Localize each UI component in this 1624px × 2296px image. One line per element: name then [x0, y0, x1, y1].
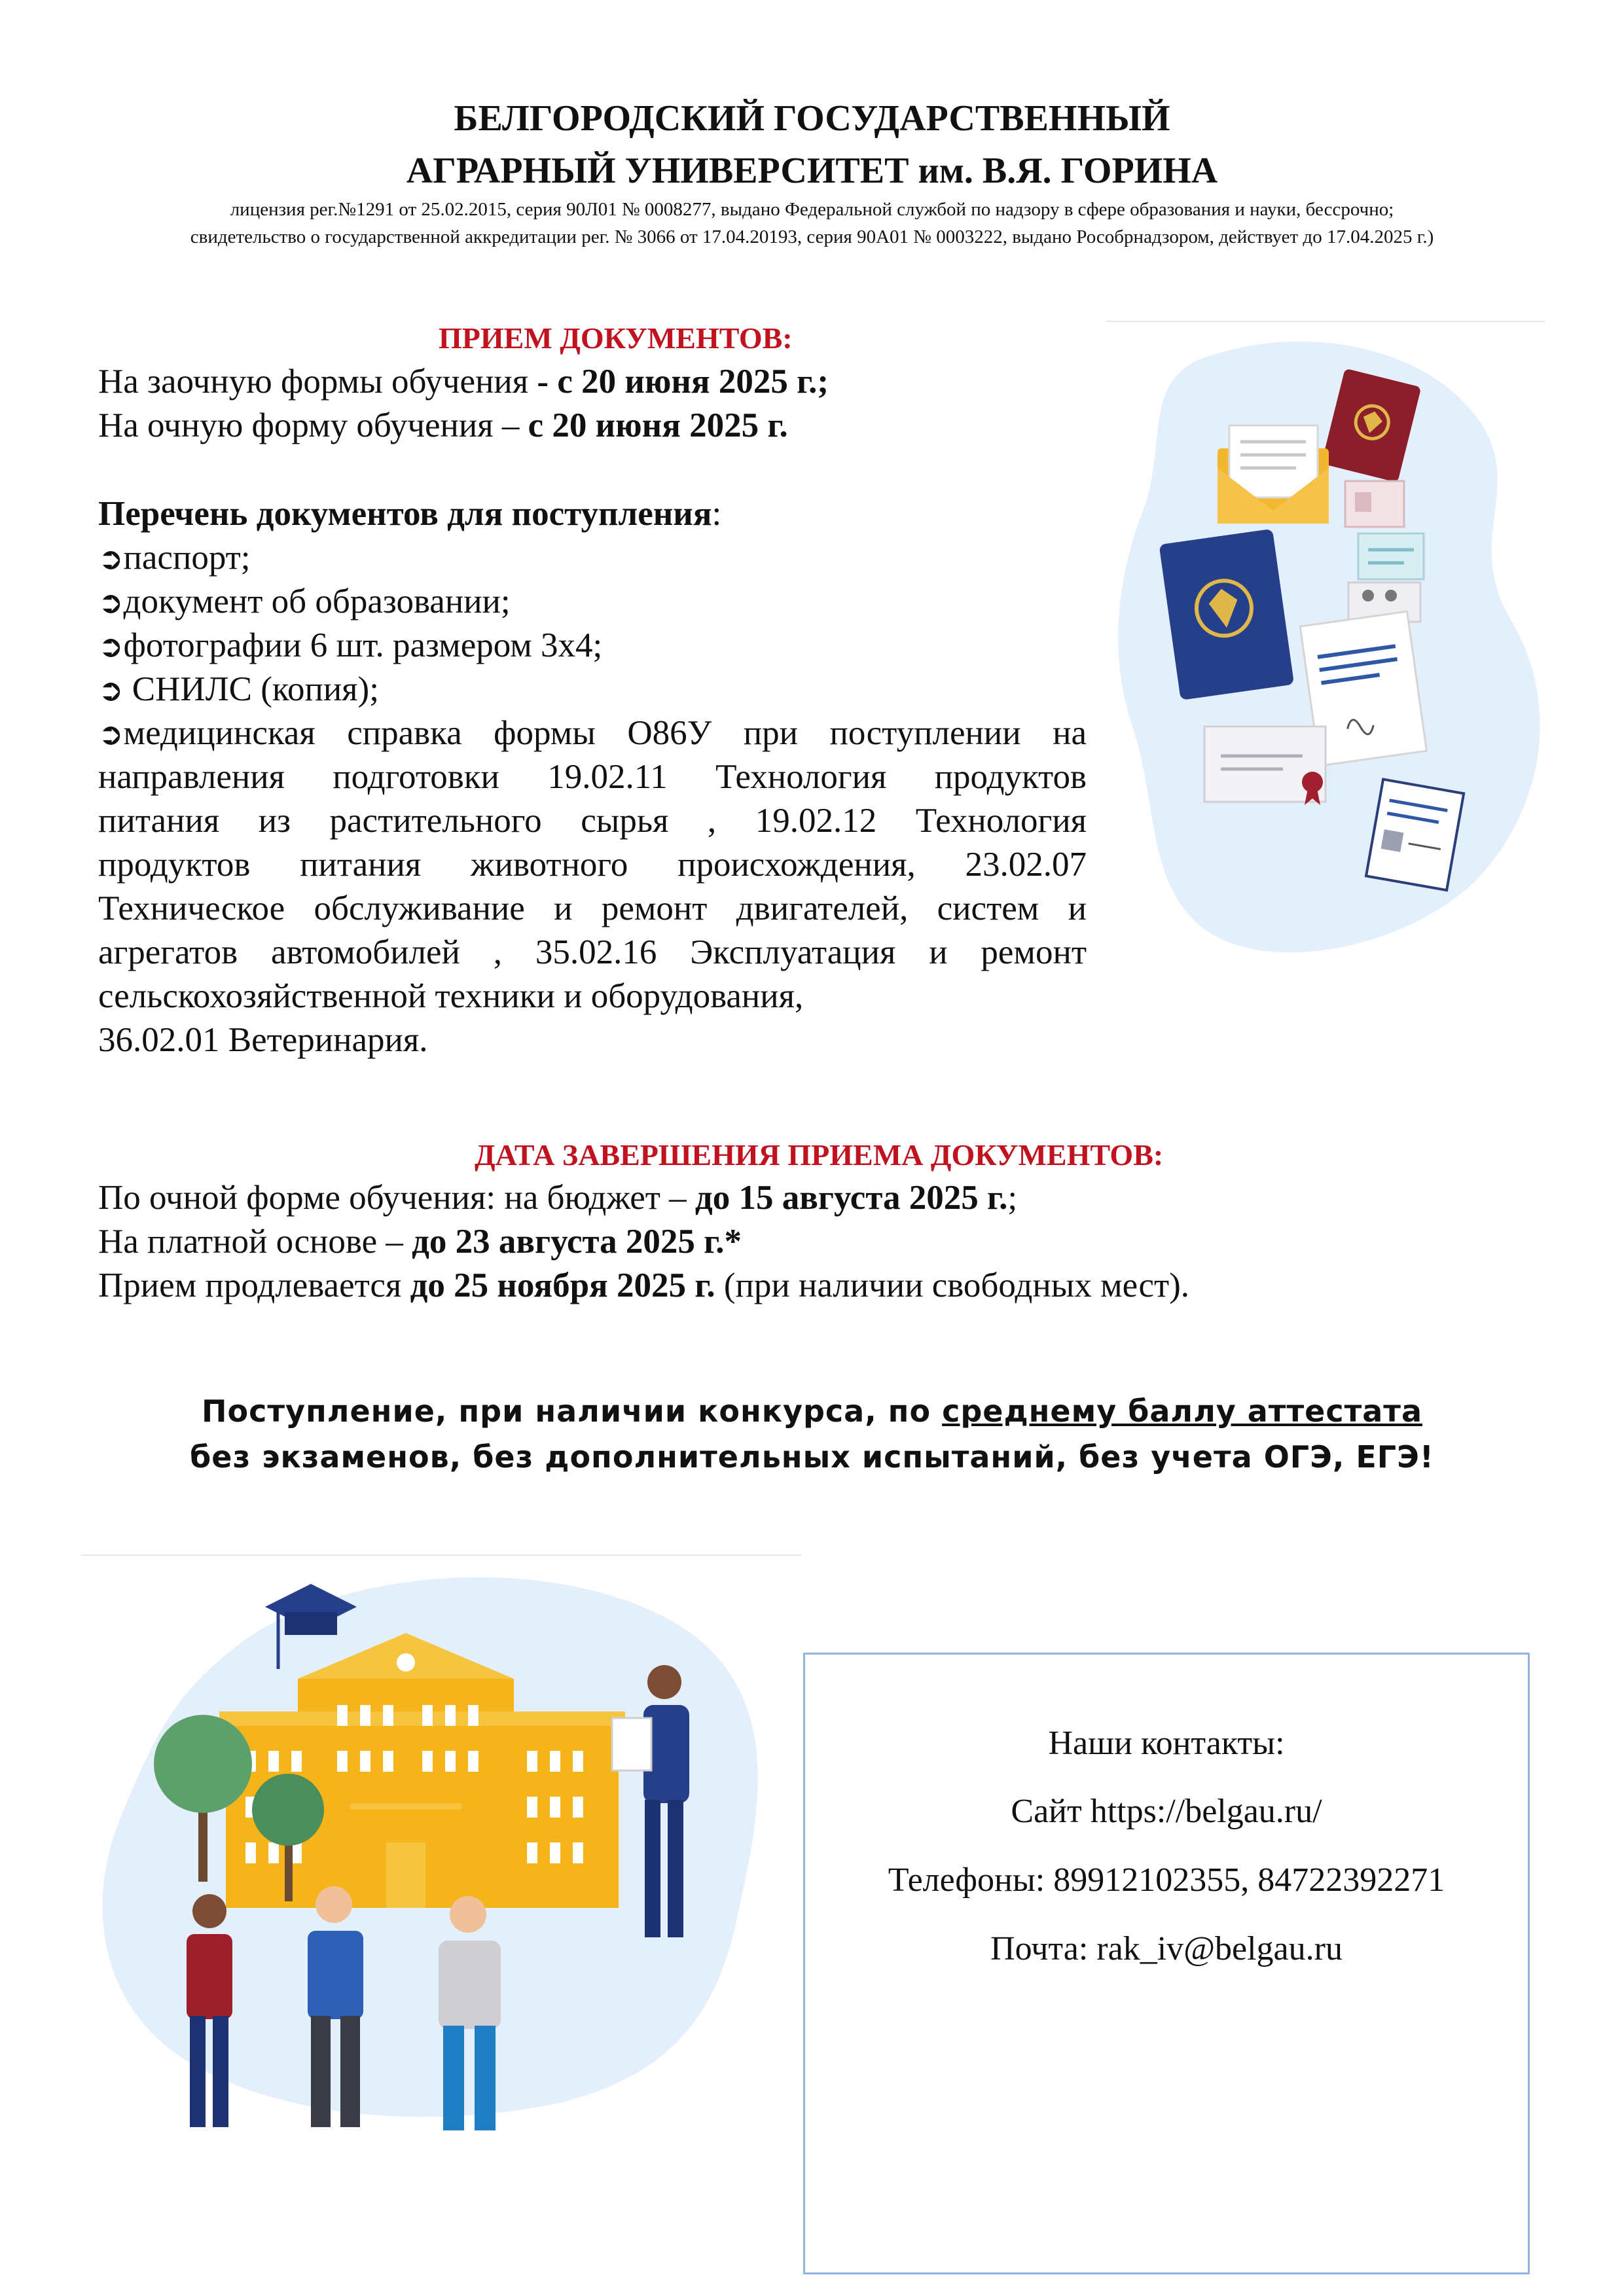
medical-paragraph-line: продуктов питания животного происхождения, 23.02.07 [98, 846, 1087, 884]
documents-heading-colon: : [712, 495, 722, 533]
notice-line-1 [0, 1390, 1624, 1432]
admission-heading: ПРИЕМ ДОКУМЕНТОВ: [439, 321, 793, 355]
contacts-box [803, 1653, 1530, 2274]
document-item [98, 624, 602, 668]
admission-fulltime-date: с 20 июня 2025 г. [528, 406, 788, 444]
deadline-extension-line [98, 1264, 1189, 1308]
medical-paragraph-line: направления подготовки 19.02.11 Технология продуктов [98, 758, 1087, 796]
document-item-text: СНИЛС (копия); [123, 670, 379, 708]
admission-extramural-label: На заочную формы обучения [98, 363, 537, 401]
medical-paragraph-line: агрегатов автомобилей , 35.02.16 Эксплуатация и ремонт [98, 933, 1087, 971]
medical-paragraph-line: сельскохозяйственной техники и оборудования, [98, 977, 804, 1015]
notice-underlined-text: среднему баллу аттестата [942, 1393, 1422, 1429]
document-item [98, 668, 379, 712]
contacts-phones[interactable]: Телефоны: 89912102355, 84722392271 [888, 1861, 1445, 1899]
deadline-paid-date: до 23 августа 2025 г.* [412, 1223, 742, 1261]
admission-extramural-line [98, 360, 829, 404]
document-item-text: фотографии 6 шт. размером 3х4; [123, 626, 603, 664]
university-name-line-1: БЕЛГОРОДСКИЙ ГОСУДАРСТВЕННЫЙ [454, 98, 1170, 139]
documents-illustration [1106, 321, 1564, 982]
university-name-line-2: АГРАРНЫЙ УНИВЕРСИТЕТ им. В.Я. ГОРИНА [406, 151, 1218, 191]
notice-line-2: без экзаменов, без дополнительных испытаний, без учета ОГЭ, ЕГЭ! [190, 1439, 1434, 1475]
notice-line-1-text: Поступление, при наличии конкурса, по [202, 1393, 943, 1429]
deadline-extension-label: Прием продлевается [98, 1266, 410, 1304]
deadline-extension-note: (при наличии свободных мест). [715, 1266, 1190, 1304]
deadline-paid-label: На платной основе – [98, 1223, 412, 1261]
arrow-bullet-icon: ➲ [98, 541, 124, 576]
medical-paragraph-line: питания из растительного сырья , 19.02.12 Технология [98, 802, 1087, 840]
admission-fulltime-line [98, 404, 788, 448]
arrow-bullet-icon: ➲ [98, 584, 124, 620]
deadline-budget-label: По очной форме обучения: на бюджет – [98, 1179, 695, 1217]
admission-fulltime-label: На очную форму обучения – [98, 406, 528, 444]
medical-paragraph-line [98, 711, 1087, 756]
deadline-heading: ДАТА ЗАВЕРШЕНИЯ ПРИЕМА ДОКУМЕНТОВ: [475, 1138, 1164, 1172]
medical-paragraph-line: Техническое обслуживание и ремонт двигателей, систем и [98, 889, 1087, 927]
admission-extramural-date: - с 20 июня 2025 г.; [537, 363, 829, 401]
document-item [98, 580, 511, 624]
deadline-paid-line [98, 1220, 742, 1264]
documents-heading-text: Перечень документов для поступления [98, 495, 712, 533]
arrow-bullet-icon: ➲ [98, 716, 124, 751]
university-illustration [82, 1554, 802, 2130]
license-line-1: лицензия рег.№1291 от 25.02.2015, серия 90Л01 № 0008277, выдано Федеральной службой по надзору в сфере образования и науки, бессрочно; [230, 199, 1394, 220]
arrow-bullet-icon: ➲ [98, 628, 124, 664]
contacts-site[interactable]: Сайт https://belgau.ru/ [1011, 1793, 1322, 1830]
documents-heading [98, 492, 721, 536]
arrow-bullet-icon: ➲ [98, 672, 124, 708]
license-line-2: свидетельство о государственной аккредитации рег. № 3066 от 17.04.20193, серия 90А01 № 0003222, выдано Рособрнадзором, действует до 17.04.2025 г.) [190, 226, 1434, 247]
document-item-text: документ об образовании; [123, 583, 511, 620]
deadline-budget-line [98, 1176, 1017, 1220]
document-item [98, 536, 251, 581]
contacts-title: Наши контакты: [1048, 1725, 1285, 1762]
medical-paragraph-line: 36.02.01 Ветеринария. [98, 1021, 428, 1059]
document-item-text: паспорт; [123, 539, 251, 577]
deadline-budget-date: до 15 августа 2025 г. [695, 1179, 1008, 1217]
deadline-budget-suffix: ; [1007, 1179, 1018, 1217]
contacts-email[interactable]: Почта: rak_iv@belgau.ru [990, 1930, 1343, 1967]
deadline-extension-date: до 25 ноября 2025 г. [410, 1266, 715, 1304]
medical-paragraph-text: медицинская справка формы О86У при поступлении на [123, 714, 1087, 752]
